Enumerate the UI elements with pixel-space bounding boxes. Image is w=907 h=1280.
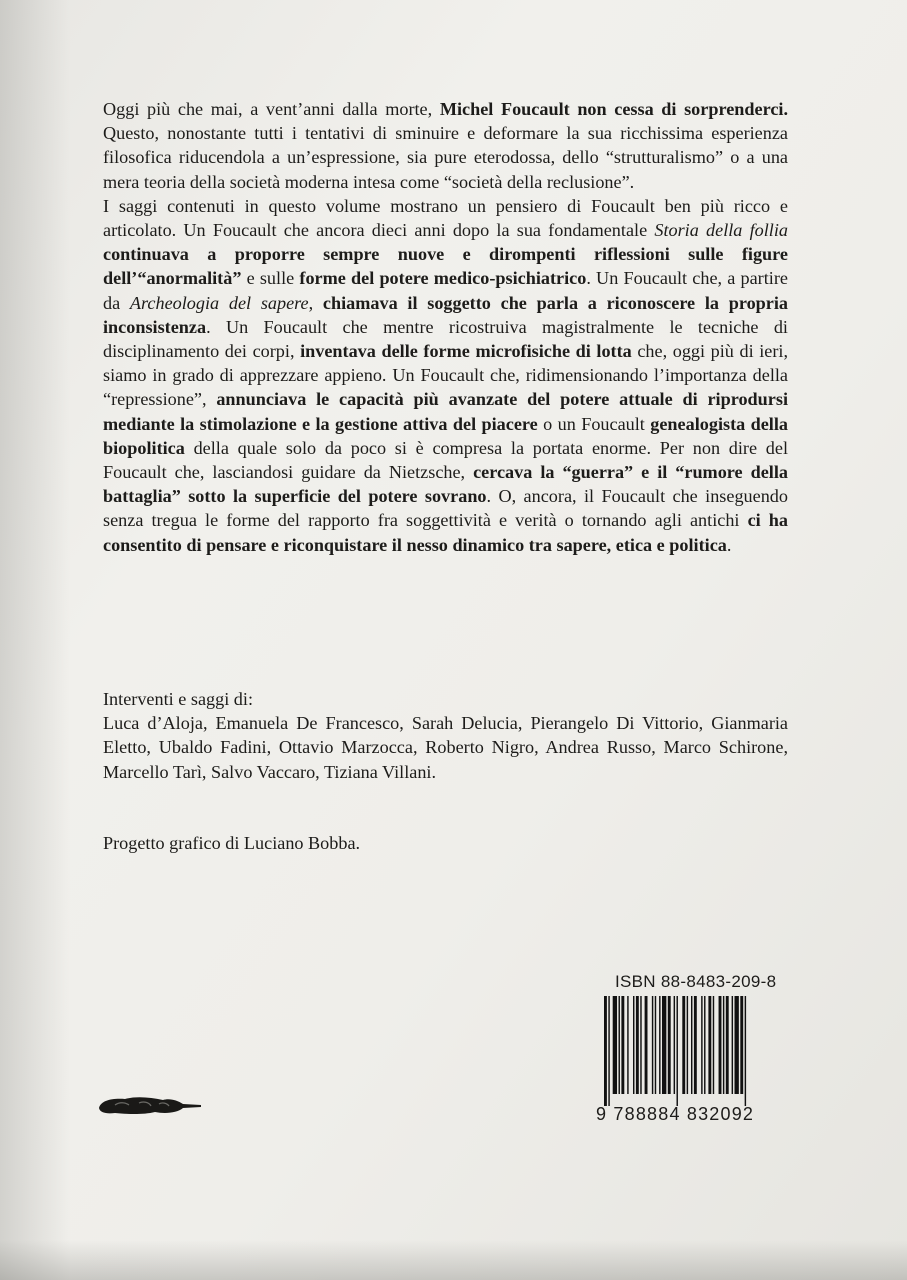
barcode-bar <box>745 996 746 1106</box>
barcode-bar <box>640 996 641 1094</box>
publisher-logo-icon <box>95 1086 205 1122</box>
blurb-text: Oggi più che mai, a vent’anni dalla morte, <box>103 99 440 119</box>
blurb-bold-text: annunciava le capacità più avanzate del potere attuale di riprodursi mediante la stimolazione e la gestione attiva del piacere <box>103 389 788 434</box>
page-shadow-left <box>0 0 70 1280</box>
barcode-bar <box>677 996 678 1106</box>
blurb-bold-text: chiamava il soggetto che parla a riconoscere la propria inconsistenza <box>103 292 789 337</box>
barcode-bar <box>627 996 628 1094</box>
barcode-bar <box>704 996 705 1094</box>
blurb-text: I saggi contenuti in questo volume mostrano un pensiero di Foucault ben più ricco e articolato. Un Foucault che ancora dieci anni dopo la sua fondamentale <box>103 195 788 241</box>
isbn-label: ISBN 88-8483-209-8 <box>615 972 777 991</box>
contributors-names: Luca d’Aloja, Emanuela De Francesco, Sarah Delucia, Pierangelo Di Vittorio, Gianmaria Eletto, Ubaldo Fadini, Ottavio Marzocca, Roberto Nigro, Andrea Russo, Marco Schirone, Marcello Tarì, Salvo Vaccaro, Tiziana Villani. <box>103 713 788 782</box>
barcode-bar <box>668 996 671 1094</box>
book-title-italic: Archeologia del sapere <box>129 292 309 313</box>
blurb-bold-text: forme del potere medico-psichiatrico <box>299 268 587 289</box>
blurb-bold-text: Michel Foucault non cessa di sorprenderci. <box>439 99 788 119</box>
barcode-bar <box>652 996 653 1094</box>
barcode-bar <box>735 996 739 1094</box>
blurb-paragraph-2 <box>103 194 788 557</box>
barcode-bar <box>691 996 692 1094</box>
barcode-bar <box>732 996 733 1094</box>
page-shadow-bottom <box>0 1240 907 1280</box>
barcode-bar <box>740 996 743 1094</box>
barcode-bars <box>590 996 790 1106</box>
barcode-bar <box>659 996 660 1094</box>
contributors-section <box>103 687 788 784</box>
blurb-text: che, oggi più di ieri, siamo in grado di apprezzare appieno. Un Foucault che, ridimensionando l’importanza della “repressione”, <box>103 341 788 410</box>
blurb-text: . Un Foucault che, a partire da <box>103 268 788 313</box>
barcode-bar <box>633 996 634 1094</box>
barcode-bar <box>674 996 675 1094</box>
barcode-bar <box>701 996 702 1094</box>
barcode-bar <box>619 996 620 1094</box>
barcode-bar <box>662 996 666 1094</box>
barcode-bar <box>645 996 648 1094</box>
barcode-bar <box>604 996 607 1106</box>
blurb-text: e sulle <box>241 268 300 289</box>
blurb-text: . <box>726 534 732 555</box>
barcode-bar <box>694 996 697 1094</box>
barcode-bar <box>613 996 617 1094</box>
blurb-text: . O, ancora, il Foucault che inseguendo senza tregua le forme del rapporto fra soggettività e verità o tornando agli antichi <box>103 486 788 531</box>
barcode-bar <box>713 996 714 1094</box>
blurb-bold-text: continuava a proporre sempre nuove e dirompenti riflessioni sulle figure dell’“anormalità” <box>103 244 788 289</box>
blurb-bold-text: cercava la “guerra” e il “rumore della battaglia” sotto la superficie del potere sovrano <box>103 462 788 507</box>
barcode-bar <box>608 996 609 1106</box>
blurb-bold-text: inventava delle forme microfisiche di lotta <box>300 341 632 362</box>
barcode-bar <box>726 996 729 1094</box>
blurb-text: . Un Foucault che mentre ricostruiva magistralmente le tecniche di disciplinamento dei corpi, <box>103 316 788 362</box>
barcode-bar <box>621 996 624 1094</box>
graphic-design-credit: Progetto grafico di Luciano Bobba. <box>103 833 361 853</box>
barcode-bar <box>719 996 722 1094</box>
blurb-paragraph-1 <box>103 97 788 194</box>
blurb-text: o un Foucault <box>537 413 651 434</box>
blurb-bold-text: ci ha consentito di pensare e riconquistare il nesso dinamico tra sapere, etica e politica <box>103 510 788 555</box>
barcode-bar <box>655 996 656 1094</box>
contributors-heading: Interventi e saggi di: <box>103 689 254 709</box>
blurb-text: , <box>308 292 323 313</box>
barcode-digits: 9 788884 832092 <box>596 1104 755 1124</box>
book-title-italic: Storia della follia <box>654 220 788 241</box>
barcode-bar <box>687 996 688 1094</box>
blurb-bold-text: genealogista della biopolitica <box>103 413 788 458</box>
blurb-text: Questo, nonostante tutti i tentativi di sminuire e deformare la sua ricchissima esperienza filosofica riducendola a un’espressione, sia pure eterodossa, dello “strutturalismo” o a una mera teoria della società moderna intesa come “società della reclusione”. <box>103 123 788 192</box>
barcode-bar <box>636 996 639 1094</box>
back-cover-blurb <box>103 97 788 557</box>
barcode-bar <box>682 996 685 1094</box>
barcode-bar <box>723 996 724 1094</box>
barcode-bar <box>708 996 711 1094</box>
blurb-text: della quale solo da poco si è compresa la portata enorme. Per non dire del Foucault che, lasciandosi guidare da Nietzsche, <box>103 437 788 483</box>
